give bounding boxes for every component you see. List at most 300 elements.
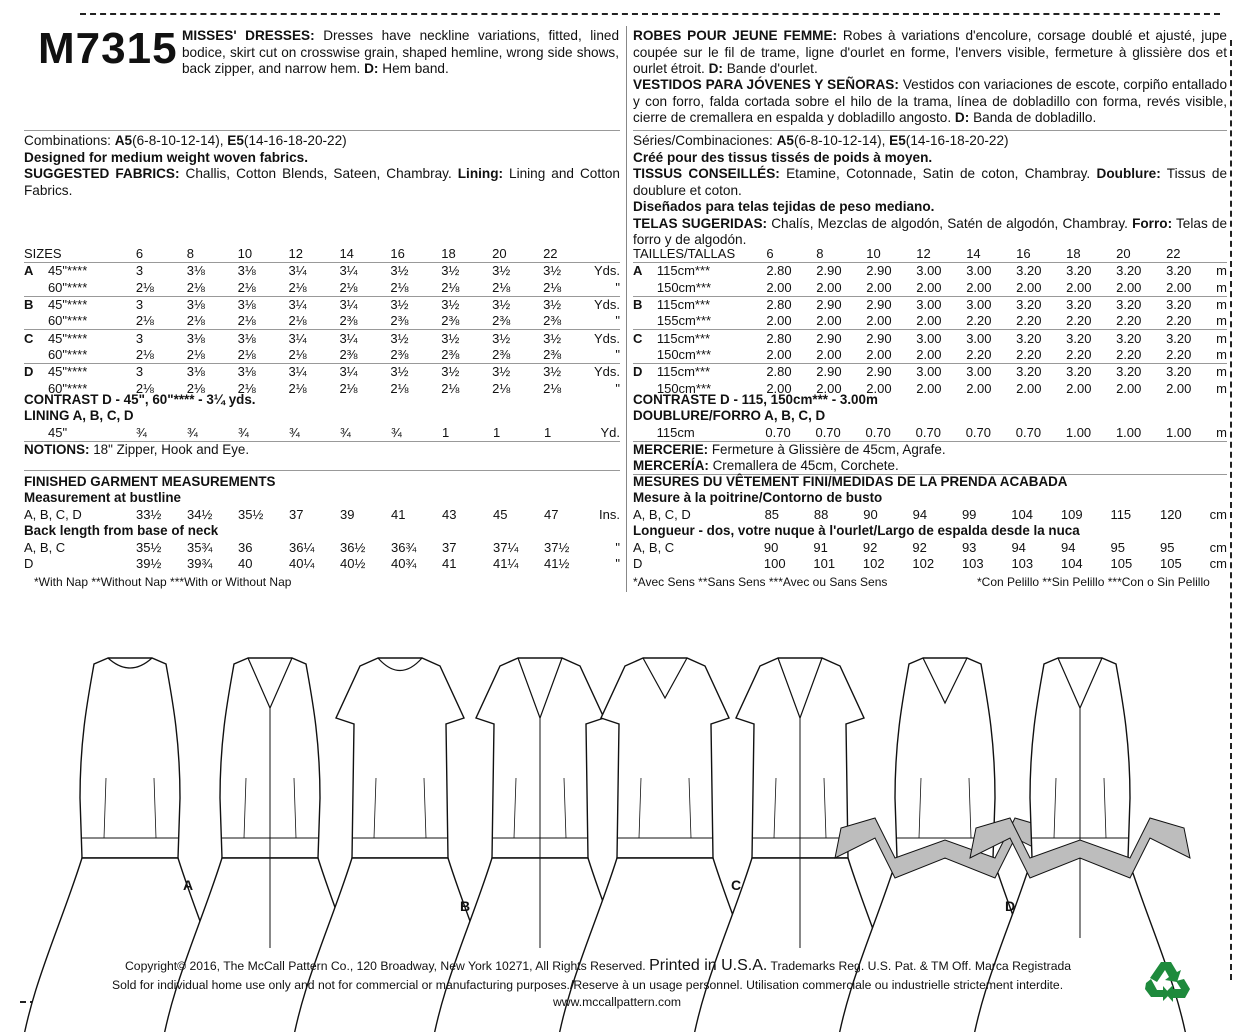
yardage-value: 2⅛: [237, 279, 256, 295]
size-header: 14: [339, 246, 354, 262]
es-lining-text: Telas de forro y de algodón.: [633, 215, 1228, 247]
yardage-value: 2.00: [1116, 279, 1142, 295]
fabric-width: 115cm***: [657, 263, 766, 280]
yardage-value: 2⅜: [543, 313, 562, 329]
size-header: 8: [186, 246, 194, 262]
yardage-value: 2⅜: [441, 313, 460, 329]
yardage-value: 3⅛: [187, 296, 238, 313]
yardage-value: 3½: [543, 364, 594, 381]
size-header: 16: [1016, 246, 1031, 262]
yardage-value: 41: [391, 507, 406, 523]
pattern-number: M7315: [38, 24, 178, 73]
fr-notions-label: MERCERIE:: [633, 442, 709, 457]
french-desc-text: Robes à variations d'encolure, corsage doublé et ajusté, jupe coupée sur le fil de trame, ligne d'ourlet en forme, l'envers visible, fermeture à glissière dos et ourlet étroit.: [633, 28, 1227, 76]
fr-fabrics-text: Etamine, Cotonnade, Satin de coton, Chambray.: [786, 166, 1091, 181]
yardage-value: 3½: [441, 263, 492, 280]
yardage-value: 3.20: [1016, 364, 1066, 381]
unit: ": [615, 279, 620, 295]
fabric-width: 45": [48, 425, 68, 441]
yardage-value: 39¾: [187, 556, 213, 572]
fabric-width: 60"****: [47, 313, 88, 329]
french-title: ROBES POUR JEUNE FEMME:: [633, 28, 838, 43]
french-footnote: *Avec Sens **Sans Sens ***Avec ou Sans Sens: [633, 575, 888, 589]
yardage-value: 2.00: [766, 279, 792, 295]
unit: m: [1216, 425, 1227, 441]
fabric-width: 150cm***: [656, 380, 712, 396]
fabric-width: 115cm***: [657, 364, 766, 381]
fabric-width: A, B, C, D: [24, 507, 82, 523]
yardage-value: 3.20: [1166, 330, 1216, 347]
english-view-d-text: Hem band.: [382, 61, 449, 76]
yardage-value: 2.90: [866, 330, 916, 347]
yardage-value: ¾: [238, 425, 249, 441]
spanish-view-d: D:: [954, 110, 970, 125]
contrast-text: - 45", 60"**** - 3¼ yds.: [111, 392, 256, 407]
fabric-width: 115cm***: [657, 296, 766, 313]
fabric-width: 150cm***: [656, 279, 712, 295]
yardage-value: ¾: [391, 425, 402, 441]
yardage-value: 2.00: [1066, 279, 1092, 295]
yardage-value: 2.00: [1066, 380, 1092, 396]
lining-text: Lining and Cotton Fabrics.: [24, 166, 620, 198]
yardage-value: 3½: [543, 296, 594, 313]
yardage-value: 3½: [390, 296, 441, 313]
yardage-value: 115: [1110, 507, 1132, 523]
yardage-value: 3½: [390, 263, 441, 280]
yardage-value: 3¼: [289, 330, 340, 347]
size-header: 6: [766, 246, 774, 262]
yardage-value: 100: [763, 556, 786, 572]
yardage-value: 2.00: [866, 279, 892, 295]
unit: cm: [1209, 540, 1227, 556]
yardage-value: 3.20: [1016, 330, 1066, 347]
yardage-value: 45: [493, 507, 508, 523]
fr-bust-heading: Mesure à la poitrine/Contorno de busto: [633, 490, 883, 505]
contrast-label: CONTRAST D: [24, 392, 112, 407]
es-lining-label: Forro:: [1132, 215, 1173, 231]
fabric-width: 115cm: [656, 425, 695, 441]
yardage-value: 3¼: [289, 364, 340, 381]
combinations-label: Combinations:: [24, 133, 111, 148]
yardage-value: 3¼: [289, 296, 340, 313]
spanish-title: VESTIDOS PARA JÓVENES Y SEÑORAS:: [633, 77, 899, 92]
yardage-value: 2.00: [966, 380, 992, 396]
yardage-value: 2⅛: [237, 313, 256, 329]
yardage-value: 104: [1011, 507, 1033, 523]
copyright: Copyright© 2016, The McCall Pattern Co., 120 Broadway, New York 10271, All Rights Reserved.: [125, 959, 646, 973]
yardage-value: 3.20: [1116, 296, 1166, 313]
yardage-value: 3½: [441, 296, 492, 313]
yardage-value: 120: [1159, 507, 1182, 523]
recycle-icon: [1143, 960, 1193, 1004]
yardage-value: 2⅛: [543, 380, 562, 396]
es-fabrics-text: Chalís, Mezclas de algodón, Satén de algodón, Chambray.: [771, 215, 1128, 231]
unit: m: [1216, 330, 1227, 346]
yardage-value: 2⅛: [186, 279, 205, 295]
yardage-value: 3.20: [1116, 330, 1166, 347]
yardage-value: 0.70: [1015, 425, 1042, 441]
yardage-value: 2.20: [1116, 313, 1142, 329]
yardage-value: 91: [813, 540, 828, 556]
yardage-value: 2.00: [1166, 279, 1192, 295]
view-letter: C: [633, 330, 657, 347]
yardage-value: 3½: [492, 330, 543, 347]
es-notions-text: Cremallera de 45cm, Corchete.: [712, 458, 899, 473]
yardage-value: 39½: [136, 556, 162, 572]
fabric-width: D: [24, 556, 34, 572]
yardage-value: 2⅛: [339, 380, 358, 396]
yardage-value: 35½: [136, 540, 162, 556]
yardage-value: 103: [1011, 556, 1034, 572]
yardage-value: 2⅛: [186, 380, 205, 396]
yardage-value: 2.90: [816, 364, 866, 381]
yardage-value: 2.20: [1166, 346, 1192, 362]
yardage-value: 33½: [136, 507, 162, 523]
yardage-value: 2⅜: [390, 313, 409, 329]
yardage-value: 90: [763, 540, 779, 556]
unit: Yds.: [593, 297, 620, 313]
yardage-value: 2.90: [866, 296, 916, 313]
yardage-value: 39: [340, 507, 355, 523]
yardage-value: 2.00: [916, 279, 942, 295]
unit: ": [615, 556, 620, 572]
yardage-value: 41½: [544, 556, 570, 572]
yardage-value: 2.80: [766, 364, 816, 381]
view-letter: A: [633, 263, 657, 280]
unit: m: [1216, 364, 1227, 380]
yardage-value: 2.00: [816, 380, 842, 396]
yardage-value: 2⅜: [441, 346, 460, 362]
yardage-value: 95: [1110, 540, 1125, 556]
yardage-value: 36¼: [289, 540, 315, 556]
yardage-value: 2⅛: [186, 313, 205, 329]
yardage-value: 40½: [340, 556, 366, 572]
yardage-value: 3⅛: [187, 330, 238, 347]
yardage-value: 1.00: [1166, 425, 1192, 441]
yardage-value: 85: [764, 507, 780, 523]
yardage-value: 3.00: [966, 330, 1016, 347]
yardage-value: 3: [136, 263, 187, 280]
yardage-value: 2⅛: [135, 346, 154, 362]
unit: m: [1216, 279, 1227, 295]
yardage-value: 2⅛: [135, 313, 154, 329]
yardage-value: 37½: [544, 540, 570, 556]
yardage-value: 109: [1060, 507, 1083, 523]
size-header: 22: [1166, 246, 1181, 262]
suggested-text: Challis, Cotton Blends, Sateen, Chambray.: [185, 166, 452, 181]
fr-back-heading: Longueur - dos, votre nuque à l'ourlet/Largo de espalda desde la nuca: [633, 523, 1080, 538]
unit: ": [615, 313, 620, 329]
unit: m: [1216, 297, 1227, 313]
yardage-value: 3⅛: [238, 364, 289, 381]
es-fabrics-label: TELAS SUGERIDAS:: [633, 215, 768, 231]
fr-combo-a5: A5: [776, 133, 794, 148]
yardage-value: 2.00: [1016, 279, 1042, 295]
yardage-value: 3½: [492, 364, 543, 381]
yardage-value: 2⅛: [390, 279, 409, 295]
size-header: 12: [288, 246, 303, 262]
fabric-width: 60"****: [47, 346, 88, 362]
yardage-value: 3.20: [1116, 263, 1166, 280]
yardage-value: 2⅛: [288, 279, 307, 295]
yardage-value: 2⅛: [441, 279, 460, 295]
yardage-value: 2.20: [1066, 346, 1092, 362]
yardage-value: 2.00: [816, 346, 842, 362]
fabric-width: 60"****: [47, 279, 88, 295]
notions-label: NOTIONS:: [24, 442, 90, 457]
yardage-value: 40¾: [391, 556, 417, 572]
fabric-width: A, B, C: [24, 540, 66, 556]
finished-heading: FINISHED GARMENT MEASUREMENTS: [24, 474, 276, 489]
yardage-value: 2⅜: [339, 346, 358, 362]
size-header: 10: [866, 246, 881, 262]
yardage-value: 3.20: [1116, 364, 1166, 381]
yardage-value: 101: [813, 556, 836, 572]
yardage-value: 3⅛: [187, 364, 238, 381]
english-footnote: *With Nap **Without Nap ***With or Without Nap: [34, 575, 292, 589]
french-view-d: D:: [708, 61, 723, 76]
yardage-value: 1: [544, 425, 552, 441]
yardage-value: 94: [1060, 540, 1076, 556]
fabric-width: 45"****: [48, 263, 136, 280]
yardage-value: 3⅛: [238, 263, 289, 280]
yardage-value: 2.00: [916, 313, 942, 329]
es-notions-label: MERCERÍA:: [633, 458, 709, 473]
yardage-value: 2.90: [816, 263, 866, 280]
unit: m: [1216, 346, 1227, 362]
yardage-value: 2⅜: [390, 346, 409, 362]
yardage-value: 105: [1110, 556, 1133, 572]
yardage-value: 37¼: [493, 540, 519, 556]
yardage-value: 2.20: [966, 346, 992, 362]
yardage-value: 1.00: [1115, 425, 1142, 441]
yardage-value: 2.00: [766, 346, 792, 362]
fabric-width: 45"****: [48, 364, 136, 381]
yardage-value: 3½: [492, 296, 543, 313]
fr-contrast-label: CONTRASTE D: [633, 392, 730, 407]
yardage-value: 3¼: [289, 263, 340, 280]
yardage-value: 88: [813, 507, 829, 523]
yardage-value: 1.00: [1065, 425, 1092, 441]
unit: m: [1216, 313, 1227, 329]
view-letter: A: [24, 263, 48, 280]
yardage-value: 3⅛: [238, 296, 289, 313]
yardage-value: 3.00: [916, 263, 966, 280]
sizes-label: TAILLES/TALLAS: [633, 246, 736, 262]
yardage-value: ¾: [340, 425, 351, 441]
yardage-value: 3½: [543, 330, 594, 347]
size-header: 22: [543, 246, 558, 262]
suggested-label: SUGGESTED FABRICS:: [24, 166, 180, 181]
size-header: 14: [966, 246, 981, 262]
sizes-label: SIZES: [24, 246, 62, 262]
yardage-value: 3.20: [1066, 330, 1116, 347]
fabric-width: 115cm***: [657, 330, 766, 347]
yardage-value: 2.20: [1166, 313, 1192, 329]
yardage-value: 94: [1011, 540, 1026, 556]
yardage-value: 3.00: [966, 296, 1016, 313]
yardage-value: 103: [961, 556, 984, 572]
fr-designed: Créé pour des tissus tissés de poids à moyen.: [633, 149, 933, 165]
yardage-value: 2⅜: [339, 313, 358, 329]
fabric-width: 45"****: [48, 296, 136, 313]
yardage-value: 2⅛: [543, 279, 562, 295]
yardage-value: 3: [136, 296, 187, 313]
view-label-d: D: [1005, 898, 1016, 914]
spanish-desc-text: Vestidos con variaciones de escote, corpiño entallado y con forro, falda cortada sobre el hilo de la trama, línea de dobladillo con forma, revés visible, cierre de cremallera en espalda y dobladillo angosto.: [633, 77, 1227, 125]
yardage-value: 3⅛: [187, 263, 238, 280]
yardage-value: 3.00: [966, 263, 1016, 280]
fr-lining-text: Tissus de doublure et coton.: [633, 166, 1227, 198]
yardage-value: 2.20: [1016, 346, 1042, 362]
yardage-value: 2.00: [866, 380, 892, 396]
yardage-value: 41¼: [493, 556, 519, 572]
view-label-c: C: [731, 877, 742, 893]
yardage-value: 2⅛: [492, 279, 511, 295]
yardage-value: 3½: [492, 263, 543, 280]
yardage-value: 36: [238, 540, 253, 556]
footer-line-1: [125, 957, 1071, 975]
size-header: 20: [492, 246, 507, 262]
designed-for: Designed for medium weight woven fabrics.: [24, 149, 309, 165]
yardage-value: 92: [912, 540, 927, 556]
yardage-value: 37: [442, 540, 457, 556]
yardage-value: 3: [136, 330, 187, 347]
yardage-value: 3¼: [339, 296, 390, 313]
size-header: 20: [1116, 246, 1131, 262]
fabric-width: 155cm***: [656, 313, 712, 329]
yardage-value: 3.20: [1166, 364, 1216, 381]
spanish-footnote: *Con Pelillo **Sin Pelillo ***Con o Sin Pelillo: [977, 575, 1210, 589]
yardage-value: 2⅛: [390, 380, 409, 396]
unit: cm: [1209, 556, 1227, 572]
yardage-value: 2.00: [766, 313, 792, 329]
unit: Ins.: [599, 507, 620, 523]
yardage-value: 47: [544, 507, 559, 523]
unit: Yd.: [600, 425, 620, 441]
yardage-value: 43: [442, 507, 457, 523]
yardage-value: 3.20: [1066, 364, 1116, 381]
yardage-value: 3½: [543, 263, 594, 280]
yardage-value: 2.90: [816, 296, 866, 313]
yardage-value: 3¼: [339, 263, 390, 280]
yardage-value: 2.00: [766, 380, 792, 396]
view-letter: C: [24, 330, 48, 347]
unit: Yds.: [593, 330, 620, 346]
size-header: 12: [916, 246, 931, 262]
yardage-value: 99: [961, 507, 977, 523]
yardage-value: 2.80: [766, 296, 816, 313]
printed-in: Printed in U.S.A.: [649, 957, 768, 974]
yardage-value: 94: [912, 507, 928, 523]
yardage-value: 3.20: [1166, 263, 1216, 280]
website: www.mccallpattern.com: [553, 995, 682, 1009]
fr-lining-label: Doublure:: [1096, 166, 1161, 181]
yardage-value: 2.00: [1166, 380, 1192, 396]
unit: m: [1216, 263, 1227, 279]
yardage-value: 3.20: [1066, 296, 1116, 313]
fr-contrast-text: - 115, 150cm*** - 3.00m: [729, 392, 878, 407]
yardage-value: 102: [912, 556, 935, 572]
fabric-width: 150cm***: [656, 346, 712, 362]
yardage-value: 36¾: [391, 540, 417, 556]
yardage-value: 2.80: [766, 330, 816, 347]
yardage-value: 36½: [340, 540, 366, 556]
yardage-value: 3.20: [1016, 296, 1066, 313]
yardage-value: 2.00: [816, 313, 842, 329]
unit: ": [615, 346, 620, 362]
yardage-value: 2.90: [816, 330, 866, 347]
size-header: 16: [390, 246, 405, 262]
yardage-value: 2⅛: [441, 380, 460, 396]
notions-text: 18" Zipper, Hook and Eye.: [93, 442, 250, 457]
yardage-value: ¾: [136, 425, 147, 441]
yardage-value: 34½: [187, 507, 213, 523]
back-heading: Back length from base of neck: [24, 523, 219, 538]
yardage-value: 40: [238, 556, 253, 572]
yardage-value: 2⅛: [288, 346, 307, 362]
yardage-value: 2.00: [1116, 380, 1142, 396]
fabric-width: 45"****: [48, 330, 136, 347]
yardage-value: 3¼: [339, 364, 390, 381]
combo-e5-sizes: (14-16-18-20-22): [243, 133, 347, 148]
size-header: 10: [237, 246, 253, 262]
yardage-value: 0.70: [865, 425, 891, 441]
english-description-text: Dresses have neckline variations, fitted, lined bodice, skirt cut on crosswise grain, shaped hemline, wrong side shows, back zipper, and narrow hem.: [182, 28, 620, 76]
size-header: 18: [1066, 246, 1081, 262]
yardage-value: 3.20: [1016, 263, 1066, 280]
fabric-width: A, B, C, D: [633, 507, 691, 523]
yardage-value: 2.20: [966, 313, 992, 329]
english-title: MISSES' DRESSES:: [182, 28, 315, 43]
fabric-width: 60"****: [47, 380, 88, 396]
unit: m: [1216, 380, 1227, 396]
yardage-value: 3⅛: [238, 330, 289, 347]
yardage-value: 3: [136, 364, 187, 381]
yardage-value: 2⅜: [543, 346, 562, 362]
view-label-b: B: [460, 898, 471, 914]
fabric-width: A, B, C: [633, 540, 675, 556]
view-letter: D: [633, 364, 657, 381]
yardage-value: 37: [289, 507, 304, 523]
yardage-value: 3.00: [916, 296, 966, 313]
yardage-value: 2⅛: [237, 346, 256, 362]
fr-combinations-label: Séries/Combinaciones:: [633, 133, 773, 148]
yardage-value: 2⅛: [288, 380, 307, 396]
yardage-value: 3.00: [916, 330, 966, 347]
yardage-value: 2.00: [866, 346, 892, 362]
yardage-value: 0.70: [915, 425, 941, 441]
fr-combo-e5-sizes: (14-16-18-20-22): [905, 133, 1009, 148]
trademark: Trademarks Reg. U.S. Pat. & TM Off. Marca Registrada: [770, 959, 1072, 973]
unit: Yds.: [593, 364, 620, 380]
yardage-value: 2⅛: [135, 279, 154, 295]
yardage-value: 3½: [441, 364, 492, 381]
yardage-value: 0.70: [965, 425, 992, 441]
yardage-value: 35¾: [187, 540, 213, 556]
french-lining-heading: DOUBLURE/FORRO A, B, C, D: [633, 408, 826, 423]
yardage-value: 2.00: [916, 346, 942, 362]
yardage-value: 95: [1160, 540, 1175, 556]
yardage-value: 2.90: [866, 263, 916, 280]
yardage-value: 1: [493, 425, 501, 441]
bustline-heading: Measurement at bustline: [24, 490, 182, 505]
yardage-value: 102: [862, 556, 885, 572]
yardage-value: 3½: [390, 330, 441, 347]
view-letter: D: [24, 364, 48, 381]
yardage-value: 2.20: [1066, 313, 1092, 329]
yardage-value: 3½: [441, 330, 492, 347]
